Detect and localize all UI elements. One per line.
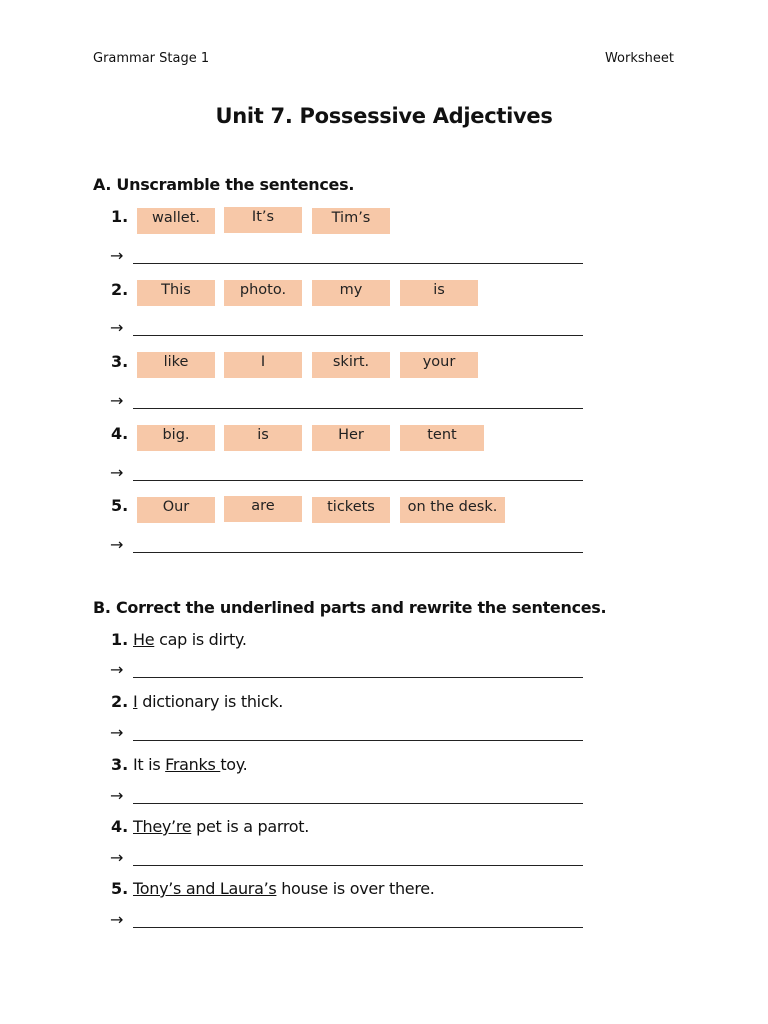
word-tile: my [312,280,390,306]
word-tile: It’s [224,207,302,233]
item-number: 2. [111,280,129,299]
sentence-text: dictionary is thick. [137,692,284,711]
sentence [133,879,435,898]
answer-line[interactable] [133,408,583,409]
item-number: 1. [111,630,129,649]
header-left: Grammar Stage 1 [93,51,210,66]
word-tile: your [400,352,478,378]
word-tile: tent [400,425,484,451]
answer-line[interactable] [133,552,583,553]
arrow-icon: → [110,786,124,805]
item-number: 4. [111,817,129,836]
answer-line[interactable] [133,480,583,481]
answer-line[interactable] [133,335,583,336]
sentence-text: It is [133,755,166,774]
section-a-heading: A. Unscramble the sentences. [93,175,355,194]
item-number: 3. [111,755,129,774]
answer-line[interactable] [133,263,583,264]
word-tile: photo. [224,280,302,306]
item-number: 2. [111,692,129,711]
underlined-part: Tony’s and Laura’s [133,879,277,898]
word-tile: tickets [312,497,390,523]
item-number: 5. [111,879,129,898]
word-tile: Tim’s [312,208,390,234]
arrow-icon: → [110,910,124,929]
arrow-icon: → [110,246,124,265]
item-number: 3. [111,352,129,371]
word-tile: This [137,280,215,306]
word-tile: wallet. [137,208,215,234]
arrow-icon: → [110,391,124,410]
word-tile: Her [312,425,390,451]
word-tile: skirt. [312,352,390,378]
sentence-text: toy. [220,755,248,774]
answer-line[interactable] [133,677,583,678]
item-number: 4. [111,424,129,443]
answer-line[interactable] [133,865,583,866]
sentence [133,692,283,711]
word-tile: Our [137,497,215,523]
sentence-text: cap is dirty. [154,630,247,649]
section-b-heading: B. Correct the underlined parts and rewrite the sentences. [93,598,607,617]
sentence [133,630,247,649]
arrow-icon: → [110,318,124,337]
answer-line[interactable] [133,927,583,928]
sentence-text: pet is a parrot. [191,817,310,836]
header-right: Worksheet [604,51,674,66]
arrow-icon: → [110,535,124,554]
sentence [133,755,247,774]
word-tile: is [400,280,478,306]
word-tile: is [224,425,302,451]
word-tile: big. [137,425,215,451]
arrow-icon: → [110,660,124,679]
arrow-icon: → [110,723,124,742]
word-tile: like [137,352,215,378]
word-tile: I [224,352,302,378]
word-tile: are [224,496,302,522]
word-tile: on the desk. [400,497,505,523]
answer-line[interactable] [133,803,583,804]
underlined-part: I [133,692,138,711]
item-number: 1. [111,207,129,226]
answer-line[interactable] [133,740,583,741]
sentence [133,817,309,836]
arrow-icon: → [110,848,124,867]
underlined-part: They’re [133,817,192,836]
page-title: Unit 7. Possessive Adjectives [215,104,553,128]
underlined-part: Franks [165,755,221,774]
item-number: 5. [111,496,129,515]
underlined-part: He [133,630,155,649]
sentence-text: house is over there. [276,879,435,898]
arrow-icon: → [110,463,124,482]
